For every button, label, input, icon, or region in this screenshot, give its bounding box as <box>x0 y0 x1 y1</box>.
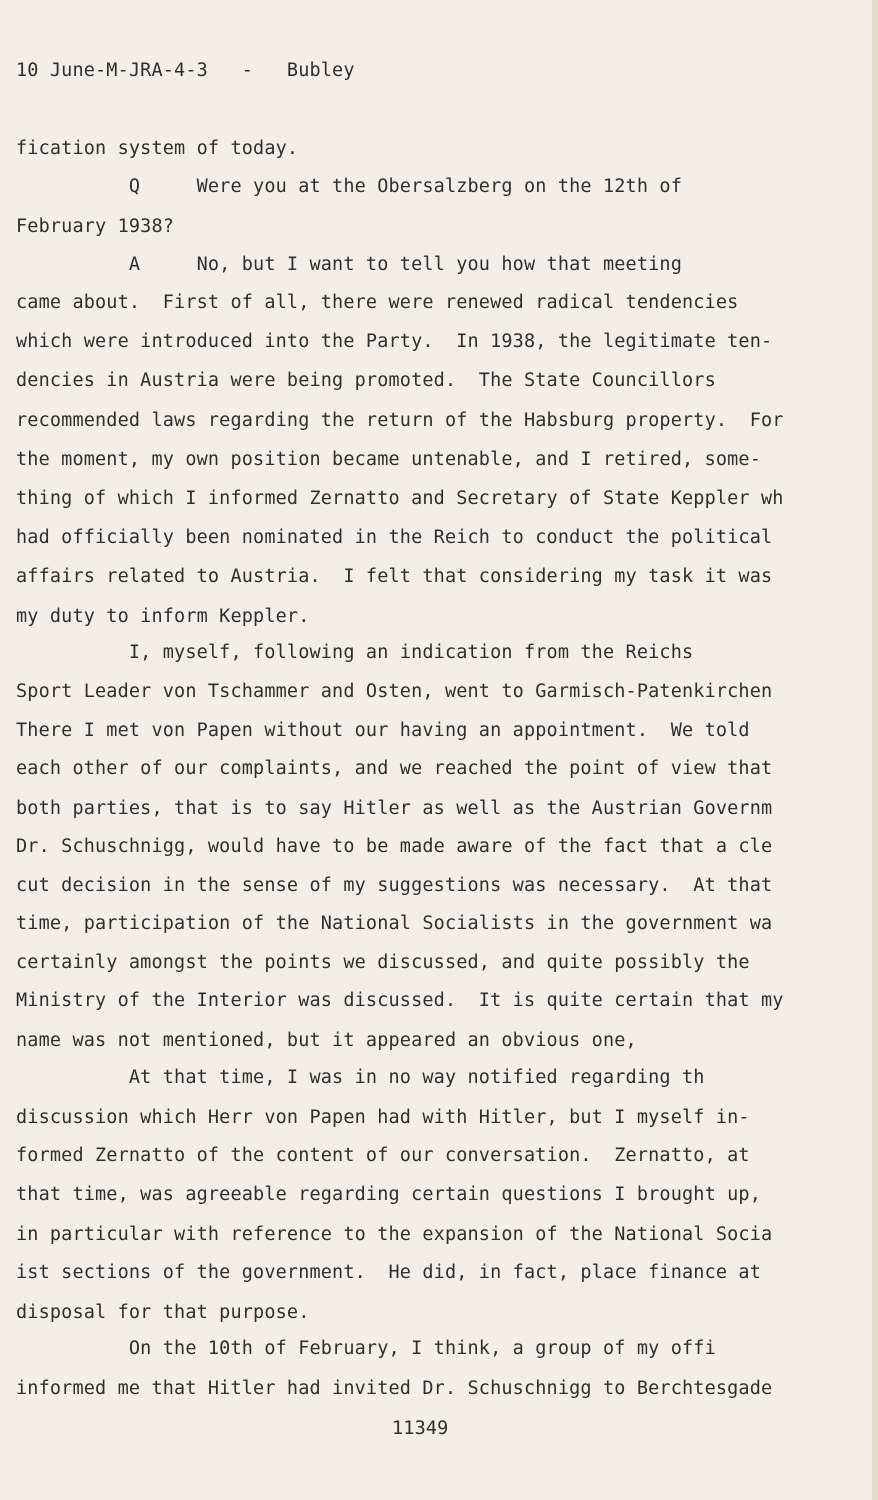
body-line: the moment, my own position became untenable, and I retired, some- <box>16 449 762 470</box>
body-line: Sport Leader von Tschammer and Osten, went to Garmisch-Patenkirchen <box>16 681 773 702</box>
body-line: that time, was agreeable regarding certain questions I brought up, <box>16 1184 762 1205</box>
body-line: fication system of today. <box>16 138 299 159</box>
body-line: informed me that Hitler had invited Dr. Schuschnigg to Berchtesgade <box>16 1378 773 1399</box>
body-line: disposal for that purpose. <box>16 1302 310 1323</box>
body-line: each other of our complaints, and we reached the point of view that <box>16 758 773 779</box>
body-line: had officially been nominated in the Reich to conduct the political <box>16 527 773 548</box>
page-number: 11349 <box>392 1418 449 1439</box>
body-line: A No, but I want to tell you how that meeting <box>16 254 682 275</box>
body-line: affairs related to Austria. I felt that considering my task it was <box>16 566 773 587</box>
body-line: discussion which Herr von Papen had with Hitler, but I myself in- <box>16 1107 750 1128</box>
body-line: time, participation of the National Socialists in the government wa <box>16 913 773 934</box>
body-line: Dr. Schuschnigg, would have to be made aware of the fact that a cle <box>16 836 773 857</box>
body-line: cut decision in the sense of my suggestions was necessary. At that <box>16 875 773 896</box>
body-line: thing of which I informed Zernatto and Secretary of State Keppler wh <box>16 488 784 509</box>
body-line: Q Were you at the Obersalzberg on the 12th of <box>16 176 682 197</box>
body-line: There I met von Papen without our having an appointment. We told <box>16 720 750 741</box>
body-line: February 1938? <box>16 216 175 237</box>
body-line: dencies in Austria were being promoted. The State Councillors <box>16 370 716 391</box>
body-line: both parties, that is to say Hitler as well as the Austrian Governm <box>16 798 773 819</box>
body-line: ist sections of the government. He did, in fact, place finance at <box>16 1262 762 1283</box>
body-line: my duty to inform Keppler. <box>16 606 310 627</box>
body-line: in particular with reference to the expansion of the National Socia <box>16 1224 773 1245</box>
body-line: name was not mentioned, but it appeared an obvious one, <box>16 1030 637 1051</box>
body-line: I, myself, following an indication from the Reichs <box>16 642 694 663</box>
body-line: which were introduced into the Party. In 1938, the legitimate ten- <box>16 331 773 352</box>
body-line: recommended laws regarding the return of the Habsburg property. For <box>16 410 784 431</box>
body-line: Ministry of the Interior was discussed. It is quite certain that my <box>16 990 784 1011</box>
body-line: certainly amongst the points we discussed, and quite possibly the <box>16 952 750 973</box>
body-line: On the 10th of February, I think, a group of my offi <box>16 1338 716 1359</box>
body-line: formed Zernatto of the content of our conversation. Zernatto, at <box>16 1145 750 1166</box>
page-header: 10 June-M-JRA-4-3 - Bubley <box>16 60 355 81</box>
body-line: At that time, I was in no way notified regarding th <box>16 1067 705 1088</box>
body-line: came about. First of all, there were renewed radical tendencies <box>16 292 739 313</box>
